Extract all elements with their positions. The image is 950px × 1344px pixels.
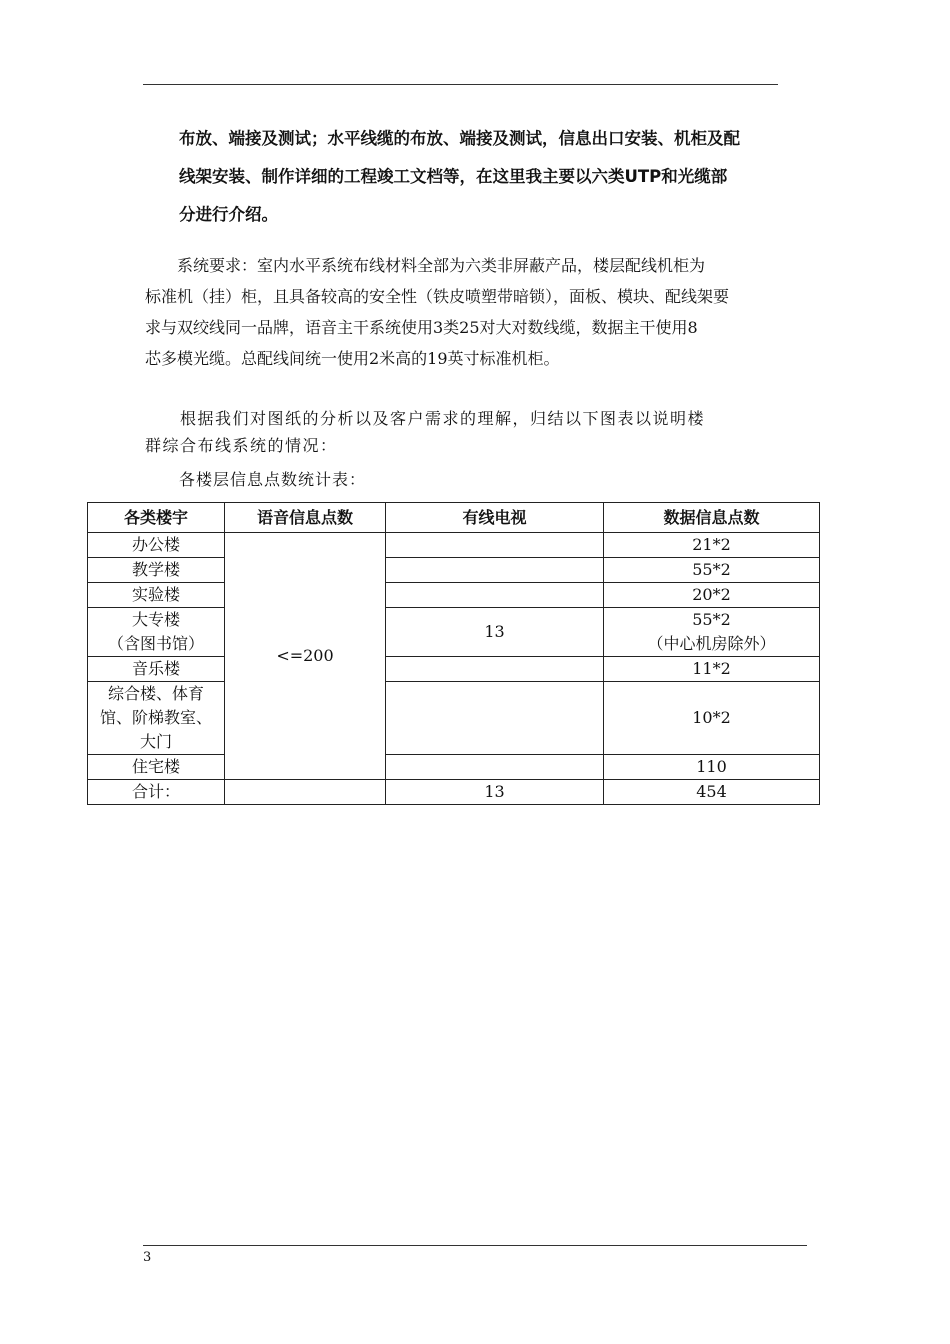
text-line: 芯多模光缆。总配线间统一使用2米高的19英寸标准机柜。 [145, 349, 560, 368]
analysis-paragraph [145, 405, 809, 459]
tv-cell [386, 558, 604, 583]
page-number: 3 [143, 1250, 152, 1265]
total-voice [225, 780, 386, 805]
table-row [88, 608, 820, 657]
data-cell: 110 [604, 755, 820, 780]
total-label: 合计： [88, 780, 225, 805]
total-data: 454 [604, 780, 820, 805]
building-cell: 综合楼、体育 馆、阶梯教室、 大门 [88, 682, 225, 755]
system-requirements-paragraph [145, 250, 809, 374]
table-row [88, 657, 820, 682]
tv-cell [386, 583, 604, 608]
data-cell: 20*2 [604, 583, 820, 608]
table-total-row [88, 780, 820, 805]
data-cell: 10*2 [604, 682, 820, 755]
building-cell: 大专楼 （含图书馆） [88, 608, 225, 657]
header-rule [143, 84, 778, 85]
building-cell: 办公楼 [88, 533, 225, 558]
tv-merged-cell: 13 [386, 608, 604, 657]
tv-cell [386, 682, 604, 755]
header-data: 数据信息点数 [604, 503, 820, 533]
table-row [88, 533, 820, 558]
text-line: 标准机（挂）柜，且具备较高的安全性（铁皮喷塑带暗锁），面板、模块、配线架要 [145, 287, 730, 306]
data-cell: 11*2 [604, 657, 820, 682]
header-voice: 语音信息点数 [225, 503, 386, 533]
text-line: 求与双绞线同一品牌，语音主干系统使用3类25对大对数线缆，数据主干使用8 [145, 318, 698, 337]
text-line: 群综合布线系统的情况： [145, 436, 338, 455]
building-cell: 教学楼 [88, 558, 225, 583]
data-cell: 21*2 [604, 533, 820, 558]
table-row [88, 682, 820, 755]
table-row [88, 583, 820, 608]
building-cell: 音乐楼 [88, 657, 225, 682]
table-caption: 各楼层信息点数统计表： [145, 470, 367, 489]
tv-cell [386, 533, 604, 558]
info-points-table [87, 502, 820, 805]
data-cell: 55*2 （中心机房除外） [604, 608, 820, 657]
footer-rule [143, 1245, 807, 1246]
table-row [88, 558, 820, 583]
table-row [88, 755, 820, 780]
building-cell: 实验楼 [88, 583, 225, 608]
text-line: 线架安装、制作详细的工程竣工文档等，在这里我主要以六类UTP和光缆部 [179, 167, 728, 186]
voice-merged-cell: <=200 [225, 533, 386, 780]
text-line: 系统要求：室内水平系统布线材料全部为六类非屏蔽产品，楼层配线机柜为 [145, 256, 706, 275]
tv-cell [386, 755, 604, 780]
text-line: 根据我们对图纸的分析以及客户需求的理解，归结以下图表以说明楼 [145, 409, 706, 428]
bold-paragraph [179, 120, 809, 234]
text-line: 分进行介绍。 [179, 205, 278, 224]
header-building: 各类楼宇 [88, 503, 225, 533]
table-header-row [88, 503, 820, 533]
header-tv: 有线电视 [386, 503, 604, 533]
total-tv: 13 [386, 780, 604, 805]
data-cell: 55*2 [604, 558, 820, 583]
text-line: 布放、端接及测试；水平线缆的布放、端接及测试，信息出口安装、机柜及配 [179, 129, 740, 148]
tv-cell [386, 657, 604, 682]
building-cell: 住宅楼 [88, 755, 225, 780]
